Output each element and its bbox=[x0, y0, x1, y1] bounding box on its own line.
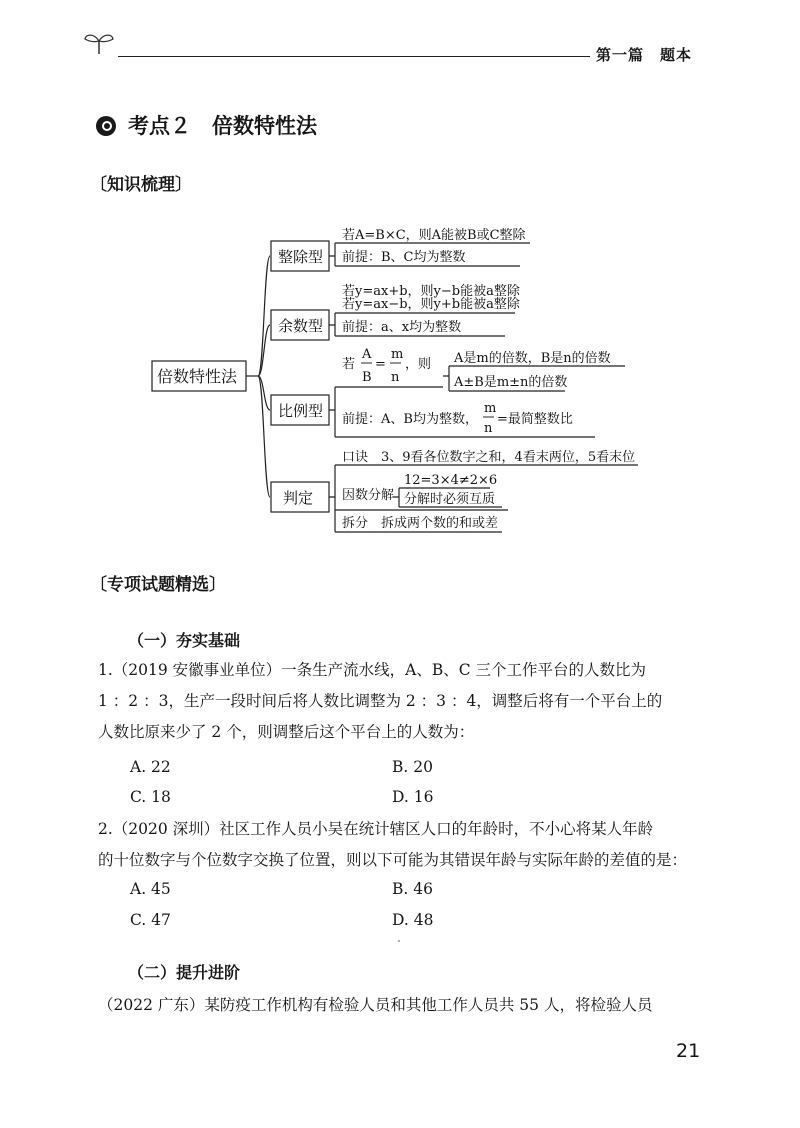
q1-option-a[interactable]: A. 22 bbox=[130, 758, 171, 776]
stray-dot bbox=[398, 940, 400, 942]
mm-b3-eq: = bbox=[375, 357, 386, 372]
chapter-title: 第一篇 题本 bbox=[596, 46, 693, 64]
q1-line: 人数比原来少了 2 个，则调整后这个平台上的人数为： bbox=[98, 723, 475, 741]
q2-option-c[interactable]: C. 47 bbox=[130, 911, 171, 929]
mm-branch-4: 判定 bbox=[283, 489, 314, 507]
right-bracket-icon: 〕 bbox=[209, 575, 226, 595]
right-bracket-icon: 〕 bbox=[175, 175, 192, 195]
mm-branch-1: 整除型 bbox=[278, 248, 324, 266]
mm-b3-sub1: A是m的倍数，B是n的倍数 bbox=[454, 351, 611, 366]
left-bracket-icon: 〔 bbox=[90, 575, 107, 595]
q2-line: 2.（2020 深圳）社区工作人员小吴在统计辖区人口的年龄时，不小心将某人年龄 bbox=[98, 820, 654, 838]
q2-option-a[interactable]: A. 45 bbox=[130, 880, 171, 898]
q2-option-d[interactable]: D. 48 bbox=[392, 911, 434, 929]
mm-b2-line3: 前提：a、x均为整数 bbox=[342, 320, 462, 335]
mm-b4-factor: 因数分解 bbox=[342, 488, 395, 503]
mm-root: 倍数特性法 bbox=[157, 367, 238, 386]
practice-heading-text: 专项试题精选 bbox=[107, 575, 209, 595]
mm-b1-line2: 前提：B、C均为整数 bbox=[342, 250, 466, 265]
mm-b3-pre-tail: =最简整数比 bbox=[497, 412, 573, 427]
mm-b3-ruo: 若 bbox=[342, 357, 356, 372]
mm-b3-pre-den: n bbox=[484, 421, 493, 436]
mm-b3-pre-num: m bbox=[484, 401, 497, 416]
q1-option-b[interactable]: B. 20 bbox=[392, 758, 433, 776]
q1-option-d[interactable]: D. 16 bbox=[392, 788, 434, 806]
mm-b3-frac-a: A bbox=[362, 347, 372, 362]
mm-b3-frac-b: B bbox=[362, 370, 372, 385]
practice-heading bbox=[90, 570, 226, 595]
mm-b4-line3: 拆分 拆成两个数的和或差 bbox=[342, 516, 499, 531]
knowledge-heading-text: 知识梳理 bbox=[107, 175, 175, 195]
mind-map bbox=[0, 0, 800, 560]
mm-b4-factor-b: 分解时必须互质 bbox=[404, 492, 496, 507]
q1-option-c[interactable]: C. 18 bbox=[130, 788, 171, 806]
mm-b3-premise: 前提：A、B均为整数， bbox=[342, 412, 478, 427]
mm-b2-line2: 若y=ax−b，则y+b能被a整除 bbox=[342, 297, 520, 312]
page-number: 21 bbox=[676, 1040, 701, 1062]
mm-b3-ze: ，则 bbox=[405, 357, 432, 372]
question-1 bbox=[98, 655, 698, 748]
mm-branch-2: 余数型 bbox=[278, 317, 324, 335]
mm-b3-frac-n: n bbox=[391, 370, 400, 385]
mm-b3-sub2: A±B是m±n的倍数 bbox=[454, 375, 568, 390]
left-bracket-icon: 〔 bbox=[90, 175, 107, 195]
mm-b2-line1: 若y=ax+b，则y−b能被a整除 bbox=[342, 284, 520, 299]
question-2 bbox=[98, 814, 698, 876]
question-3: （2022 广东）某防疫工作机构有检验人员和其他工作人员共 55 人，将检验人员 bbox=[98, 996, 653, 1014]
q1-line: 1.（2019 安徽事业单位）一条生产流水线，A、B、C 三个工作平台的人数比为 bbox=[98, 661, 647, 679]
mm-b4-line1: 口诀 3、9看各位数字之和，4看末两位，5看末位 bbox=[342, 450, 636, 465]
q2-line: 的十位数字与个位数字交换了位置，则以下可能为其错误年龄与实际年龄的差值的是： bbox=[98, 851, 688, 869]
mm-b4-factor-a: 12=3×4≠2×6 bbox=[404, 473, 498, 488]
q1-line: 1 ：2 ：3，生产一段时间后将人数比调整为 2 ：3 ：4，调整后将有一个平台上的 bbox=[98, 692, 663, 710]
q2-option-b[interactable]: B. 46 bbox=[392, 880, 433, 898]
part1-title: （一）夯实基础 bbox=[128, 631, 241, 650]
mm-b3-frac-m: m bbox=[391, 347, 404, 362]
section-title-text: 考点２ 倍数特性法 bbox=[128, 114, 317, 138]
mm-b1-line1: 若A=B×C，则A能被B或C整除 bbox=[342, 228, 526, 243]
mm-branch-3: 比例型 bbox=[278, 402, 324, 420]
part2-title: （二）提升进阶 bbox=[128, 963, 241, 982]
